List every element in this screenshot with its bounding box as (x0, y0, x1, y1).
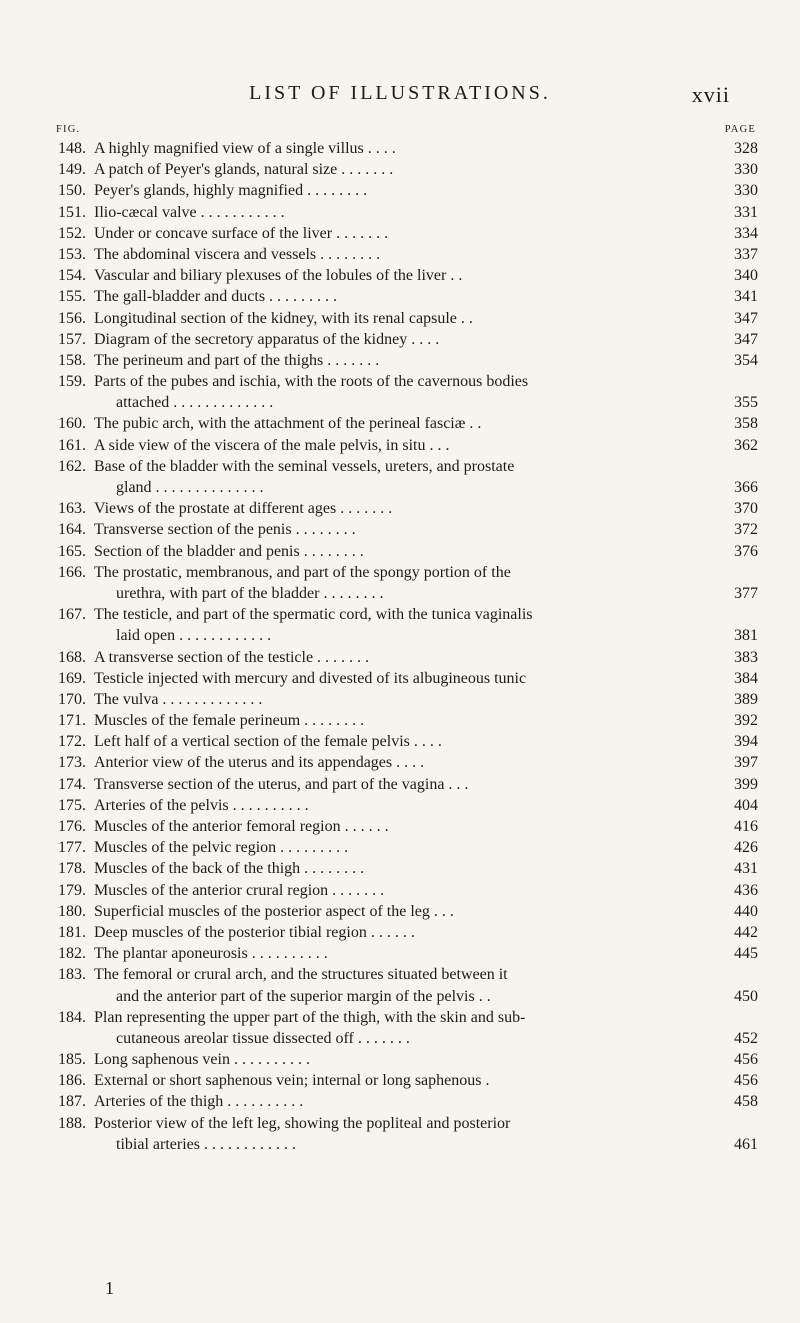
entry-line (52, 562, 758, 583)
figure-number: 173. (58, 754, 86, 772)
entry-line (52, 223, 758, 244)
figure-number: 152. (58, 224, 86, 242)
entry-line (52, 647, 758, 668)
list-entry (52, 519, 758, 540)
entry-caption: A patch of Peyer's glands, natural size . . . . . . . (94, 161, 394, 179)
entry-line (52, 413, 758, 434)
entry-caption: The plantar aponeurosis . . . . . . . . . . (94, 945, 328, 963)
figure-number: 176. (58, 818, 86, 835)
entry-line (52, 837, 758, 858)
page-number-roman: xvii (691, 82, 730, 107)
entry-line (52, 329, 758, 350)
page-number: 456 (734, 1051, 758, 1069)
entry-line (52, 498, 758, 519)
list-entry (52, 858, 758, 879)
page-number: 394 (734, 733, 758, 751)
list-entry (52, 710, 758, 731)
figure-number: 181. (58, 923, 86, 941)
figure-number: 180. (58, 902, 86, 920)
entry-caption: Left half of a vertical section of the female pelvis . . . . (94, 733, 442, 751)
page-number: 404 (734, 796, 758, 814)
figure-number: 178. (58, 860, 86, 878)
entry-line (52, 901, 758, 922)
page-number: 372 (734, 521, 758, 539)
list-entry (52, 202, 758, 223)
entry-line (52, 880, 758, 901)
figure-number: 170. (58, 690, 86, 708)
entry-caption: Posterior view of the left leg, showing the popliteal and posterior (94, 1114, 511, 1132)
page-number: 376 (734, 542, 758, 560)
list-entry (52, 689, 758, 710)
list-entry (52, 413, 758, 434)
page-number: 450 (734, 987, 758, 1005)
entry-caption: Muscles of the anterior femoral region . . . . . . (94, 818, 389, 835)
list-entry (52, 837, 758, 858)
figure-number: 172. (58, 733, 86, 751)
running-head (0, 82, 800, 112)
figure-number: 154. (58, 267, 86, 285)
page-title: LIST OF ILLUSTRATIONS. (249, 82, 551, 104)
list-entry (52, 244, 758, 265)
figure-number: 159. (58, 373, 86, 391)
page-number: 337 (734, 245, 758, 263)
figure-number: 167. (58, 606, 86, 624)
page-number: 456 (734, 1072, 758, 1090)
figure-number: 149. (58, 161, 86, 179)
figure-number: 186. (58, 1072, 86, 1090)
page-number: 347 (734, 309, 758, 327)
entry-caption: Ilio-cæcal valve . . . . . . . . . . . (94, 203, 285, 221)
entry-line (52, 308, 758, 329)
list-entry (52, 774, 758, 795)
page-number: 399 (734, 775, 758, 793)
entry-line (52, 286, 758, 307)
figure-number: 177. (58, 839, 86, 857)
entry-line (52, 1049, 758, 1070)
figure-number: 165. (58, 542, 86, 560)
entry-line (52, 159, 758, 180)
page-number: 366 (734, 479, 758, 496)
figure-number: 161. (58, 436, 86, 454)
figure-number: 187. (58, 1093, 86, 1111)
list-entry (52, 604, 758, 646)
figure-number: 188. (58, 1114, 86, 1132)
figure-number: 162. (58, 457, 86, 475)
entry-caption: Plan representing the upper part of the thigh, with the skin and sub- (94, 1008, 526, 1026)
entry-caption: Anterior view of the uterus and its appendages . . . . (94, 754, 425, 772)
list-entry (52, 350, 758, 371)
entry-line (52, 689, 758, 710)
page-number: 461 (734, 1135, 758, 1153)
entry-line (52, 477, 758, 498)
page-number: 392 (734, 712, 758, 730)
entry-caption: Long saphenous vein . . . . . . . . . . (94, 1051, 310, 1069)
entry-line (52, 774, 758, 795)
entry-caption: The vulva . . . . . . . . . . . . . (94, 690, 263, 708)
entry-caption: laid open . . . . . . . . . . . . (116, 627, 272, 645)
entry-caption: Transverse section of the uterus, and part of the vagina . . . (94, 775, 469, 793)
page-number: 358 (734, 415, 758, 433)
entry-caption: A side view of the viscera of the male pelvis, in situ . . . (94, 436, 450, 454)
figure-number: 174. (58, 775, 86, 793)
list-entry (52, 816, 758, 837)
list-entry (52, 668, 758, 689)
entry-caption: The perineum and part of the thighs . . . . . . . (94, 351, 380, 369)
figure-number: 158. (58, 351, 86, 369)
entry-caption: Superficial muscles of the posterior aspect of the leg . . . (94, 902, 454, 920)
page-number: 384 (734, 669, 758, 687)
entry-caption: Longitudinal section of the kidney, with its renal capsule . . (94, 309, 473, 327)
list-entry (52, 329, 758, 350)
page-number: 330 (734, 161, 758, 179)
entry-line (52, 964, 758, 985)
entry-line (52, 541, 758, 562)
page-number: 426 (734, 839, 758, 857)
entry-caption: and the anterior part of the superior margin of the pelvis . . (116, 987, 491, 1005)
entry-line (52, 244, 758, 265)
figure-number: 156. (58, 309, 86, 327)
figure-number: 179. (58, 881, 86, 899)
entry-line (52, 922, 758, 943)
entry-line (52, 435, 758, 456)
page-number: 362 (734, 436, 758, 454)
figure-number: 155. (58, 288, 86, 306)
entry-line (52, 858, 758, 879)
page-number: 440 (734, 902, 758, 920)
entry-caption: Section of the bladder and penis . . . . . . . . (94, 542, 364, 560)
figure-number: 153. (58, 245, 86, 263)
list-entry (52, 1049, 758, 1070)
page-number: 452 (734, 1029, 758, 1047)
entry-line (52, 625, 758, 646)
entry-line (52, 371, 758, 392)
figure-number: 164. (58, 521, 86, 539)
page-number: 370 (734, 500, 758, 518)
list-entry (52, 943, 758, 964)
entry-line (52, 668, 758, 689)
figure-number: 183. (58, 966, 86, 984)
entry-caption: Arteries of the pelvis . . . . . . . . . . (94, 796, 309, 814)
list-entry (52, 922, 758, 943)
page-number: 334 (734, 224, 758, 242)
entry-caption: gland . . . . . . . . . . . . . . (116, 479, 264, 496)
entry-line (52, 265, 758, 286)
page-number: 377 (734, 584, 758, 602)
entry-line (52, 1091, 758, 1112)
page-number: 330 (734, 182, 758, 200)
signature-mark: 1 (105, 1278, 114, 1298)
figure-number: 185. (58, 1051, 86, 1069)
entry-caption: The prostatic, membranous, and part of the spongy portion of the (94, 563, 511, 581)
illustration-list (52, 138, 758, 1155)
entry-caption: cutaneous areolar tissue dissected off . . . . . . . (116, 1029, 410, 1047)
entry-line (52, 752, 758, 773)
page-number: 389 (734, 690, 758, 708)
entry-line (52, 138, 758, 159)
figure-number: 150. (58, 182, 86, 200)
list-entry (52, 223, 758, 244)
entry-caption: Base of the bladder with the seminal vessels, ureters, and prostate (94, 457, 515, 475)
list-entry (52, 964, 758, 1006)
page-number: 347 (734, 330, 758, 348)
list-entry (52, 795, 758, 816)
entry-line (52, 816, 758, 837)
entry-caption: attached . . . . . . . . . . . . . (116, 394, 274, 412)
list-entry (52, 435, 758, 456)
page-number: 383 (734, 648, 758, 666)
entry-line (52, 456, 758, 477)
figure-number: 171. (58, 712, 86, 730)
list-entry (52, 731, 758, 752)
entry-line (52, 943, 758, 964)
figure-number: 163. (58, 500, 86, 518)
list-entry (52, 901, 758, 922)
page-number: 381 (734, 627, 758, 645)
entry-caption: The gall-bladder and ducts . . . . . . . . . (94, 288, 338, 306)
page-number: 328 (734, 140, 758, 157)
entry-line (52, 986, 758, 1007)
list-entry (52, 880, 758, 901)
entry-caption: The testicle, and part of the spermatic cord, with the tunica vaginalis (94, 606, 533, 624)
entry-caption: Views of the prostate at different ages . . . . . . . (94, 500, 393, 518)
page-number: 341 (734, 288, 758, 306)
fig-column-label: FIG. (56, 124, 81, 135)
page-number: 355 (734, 394, 758, 412)
figure-number: 157. (58, 330, 86, 348)
entry-caption: Testicle injected with mercury and divested of its albugineous tunic (94, 669, 527, 687)
page-number: 442 (734, 923, 758, 941)
list-entry (52, 1091, 758, 1112)
page-number: 431 (734, 860, 758, 878)
entry-line (52, 583, 758, 604)
page-number: 445 (734, 945, 758, 963)
figure-number: 182. (58, 945, 86, 963)
figure-number: 148. (58, 140, 86, 157)
entry-caption: Vascular and biliary plexuses of the lobules of the liver . . (94, 267, 463, 285)
figure-number: 168. (58, 648, 86, 666)
entry-line (52, 1007, 758, 1028)
entry-line (52, 202, 758, 223)
entry-caption: Arteries of the thigh . . . . . . . . . . (94, 1093, 304, 1111)
figure-number: 169. (58, 669, 86, 687)
list-entry (52, 752, 758, 773)
list-entry (52, 541, 758, 562)
figure-number: 175. (58, 796, 86, 814)
list-entry (52, 456, 758, 498)
entry-line (52, 1028, 758, 1049)
page-number: 340 (734, 267, 758, 285)
list-entry (52, 308, 758, 329)
entry-caption: The pubic arch, with the attachment of the perineal fasciæ . . (94, 415, 482, 433)
figure-number: 184. (58, 1008, 86, 1026)
page-number: 354 (734, 351, 758, 369)
entry-caption: External or short saphenous vein; internal or long saphenous . (94, 1072, 490, 1090)
list-entry (52, 1007, 758, 1049)
entry-line (52, 1113, 758, 1134)
list-entry (52, 138, 758, 159)
entry-caption: Muscles of the female perineum . . . . . . . . (94, 712, 365, 730)
entry-caption: Under or concave surface of the liver . . . . . . . (94, 224, 389, 242)
list-entry (52, 371, 758, 413)
entry-line (52, 350, 758, 371)
entry-caption: The femoral or crural arch, and the structures situated between it (94, 966, 508, 984)
entry-line (52, 180, 758, 201)
entry-caption: Muscles of the pelvic region . . . . . . . . . (94, 839, 349, 857)
entry-caption: Muscles of the back of the thigh . . . . . . . . (94, 860, 365, 878)
list-entry (52, 562, 758, 604)
entry-line (52, 1134, 758, 1155)
page-number: 331 (734, 203, 758, 221)
entry-caption: A highly magnified view of a single villus . . . . (94, 140, 396, 157)
list-entry (52, 1113, 758, 1155)
entry-caption: Diagram of the secretory apparatus of the kidney . . . . (94, 330, 440, 348)
list-entry (52, 159, 758, 180)
list-entry (52, 286, 758, 307)
page-number: 416 (734, 818, 758, 835)
entry-line (52, 519, 758, 540)
entry-caption: tibial arteries . . . . . . . . . . . . (116, 1135, 296, 1153)
entry-caption: Transverse section of the penis . . . . . . . . (94, 521, 356, 539)
entry-caption: A transverse section of the testicle . . . . . . . (94, 648, 370, 666)
entry-caption: The abdominal viscera and vessels . . . . . . . . (94, 245, 381, 263)
entry-caption: Parts of the pubes and ischia, with the roots of the cavernous bodies (94, 373, 529, 391)
list-entry (52, 1070, 758, 1091)
entry-caption: Muscles of the anterior crural region . . . . . . . (94, 881, 385, 899)
list-entry (52, 498, 758, 519)
entry-caption: Peyer's glands, highly magnified . . . . . . . . (94, 182, 368, 200)
list-entry (52, 180, 758, 201)
entry-line (52, 1070, 758, 1091)
entry-caption: Deep muscles of the posterior tibial region . . . . . . (94, 923, 415, 941)
list-entry (52, 265, 758, 286)
entry-line (52, 392, 758, 413)
entry-line (52, 731, 758, 752)
page-number: 436 (734, 881, 758, 899)
entry-line (52, 604, 758, 625)
entry-line (52, 710, 758, 731)
figure-number: 166. (58, 563, 86, 581)
entry-caption: urethra, with part of the bladder . . . . . . . . (116, 584, 384, 602)
figure-number: 151. (58, 203, 86, 221)
page-column-label: PAGE (724, 124, 756, 135)
entry-line (52, 795, 758, 816)
page-number: 397 (734, 754, 758, 772)
list-entry (52, 647, 758, 668)
figure-number: 160. (58, 415, 86, 433)
page-number: 458 (734, 1093, 758, 1111)
